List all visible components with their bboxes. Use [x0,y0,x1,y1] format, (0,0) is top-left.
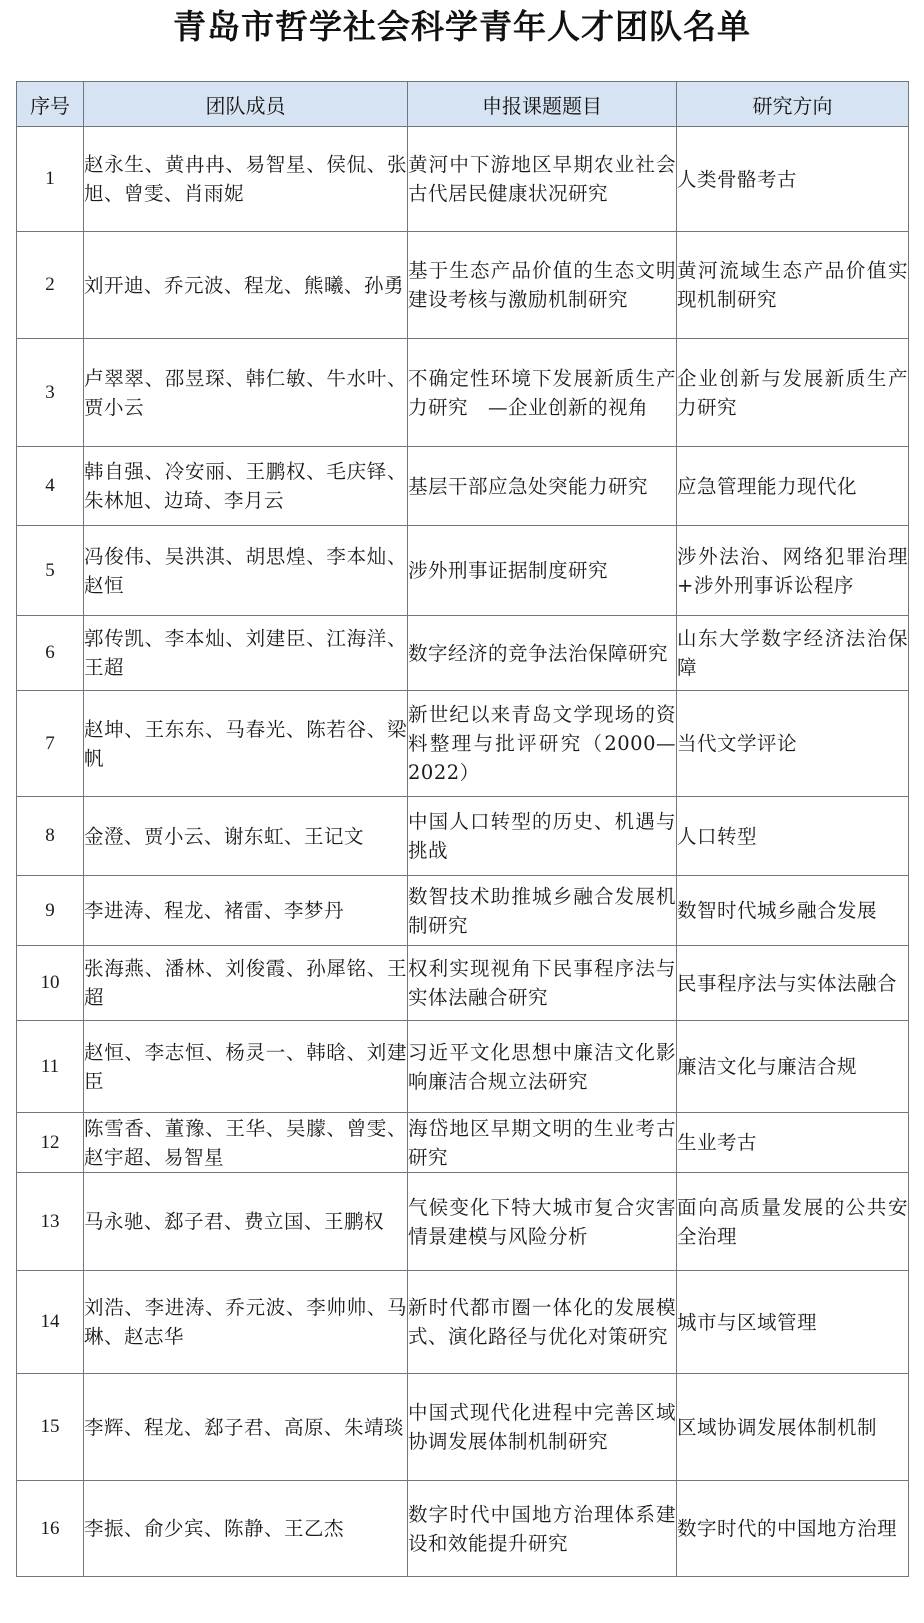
table-row [17,691,909,797]
cell-direction: 山东大学数字经济法治保障 [677,616,909,691]
cell-topic: 权利实现视角下民事程序法与实体法融合研究 [408,946,677,1021]
cell-direction: 民事程序法与实体法融合 [677,946,909,1021]
cell-members: 张海燕、潘林、刘俊霞、孙犀铭、王超 [84,946,408,1021]
cell-direction: 生业考古 [677,1113,909,1173]
cell-no: 12 [17,1113,84,1173]
cell-members: 李辉、程龙、郄子君、高原、朱靖琰 [84,1374,408,1481]
cell-topic: 数字经济的竞争法治保障研究 [408,616,677,691]
cell-no: 13 [17,1173,84,1271]
cell-direction: 企业创新与发展新质生产力研究 [677,339,909,447]
table-row [17,1374,909,1481]
cell-topic: 数字时代中国地方治理体系建设和效能提升研究 [408,1481,677,1577]
table-row [17,1021,909,1113]
cell-no: 2 [17,232,84,339]
cell-members: 刘浩、李进涛、乔元波、李帅帅、马琳、赵志华 [84,1271,408,1374]
cell-members: 刘开迪、乔元波、程龙、熊曦、孙勇 [84,232,408,339]
table-header [17,82,909,127]
cell-no: 16 [17,1481,84,1577]
cell-members: 李振、俞少宾、陈静、王乙杰 [84,1481,408,1577]
cell-no: 14 [17,1271,84,1374]
cell-members: 郭传凯、李本灿、刘建臣、江海洋、王超 [84,616,408,691]
table-row [17,797,909,876]
cell-direction: 黄河流域生态产品价值实现机制研究 [677,232,909,339]
cell-members: 韩自强、冷安丽、王鹏权、毛庆铎、朱林旭、边琦、李月云 [84,447,408,526]
cell-topic: 基层干部应急处突能力研究 [408,447,677,526]
cell-no: 11 [17,1021,84,1113]
table-row [17,616,909,691]
cell-no: 9 [17,876,84,946]
cell-no: 5 [17,526,84,616]
cell-topic: 气候变化下特大城市复合灾害情景建模与风险分析 [408,1173,677,1271]
table-row [17,127,909,232]
cell-topic: 新时代都市圈一体化的发展模式、演化路径与优化对策研究 [408,1271,677,1374]
cell-no: 3 [17,339,84,447]
cell-direction: 区域协调发展体制机制 [677,1374,909,1481]
table-row [17,526,909,616]
cell-direction: 数智时代城乡融合发展 [677,876,909,946]
cell-topic: 新世纪以来青岛文学现场的资料整理与批评研究（2000—2022） [408,691,677,797]
table-row [17,232,909,339]
page-title: 青岛市哲学社会科学青年人才团队名单 [173,7,751,46]
cell-members: 卢翠翠、邵昱琛、韩仁敏、牛水叶、贾小云 [84,339,408,447]
cell-direction: 人口转型 [677,797,909,876]
cell-topic: 习近平文化思想中廉洁文化影响廉洁合规立法研究 [408,1021,677,1113]
table-row [17,1271,909,1374]
cell-topic: 中国式现代化进程中完善区域协调发展体制机制研究 [408,1374,677,1481]
table-row [17,1173,909,1271]
cell-direction: 数字时代的中国地方治理 [677,1481,909,1577]
talent-team-table [16,81,909,1577]
table-row [17,447,909,526]
table-row [17,876,909,946]
cell-topic: 黄河中下游地区早期农业社会古代居民健康状况研究 [408,127,677,232]
cell-members: 赵永生、黄冉冉、易智星、侯侃、张旭、曾雯、肖雨妮 [84,127,408,232]
table-body [17,127,909,1577]
cell-members: 赵恒、李志恒、杨灵一、韩晗、刘建臣 [84,1021,408,1113]
cell-members: 李进涛、程龙、褚雷、李梦丹 [84,876,408,946]
cell-topic: 海岱地区早期文明的生业考古研究 [408,1113,677,1173]
cell-direction: 涉外法治、网络犯罪治理+涉外刑事诉讼程序 [677,526,909,616]
cell-no: 6 [17,616,84,691]
cell-topic: 数智技术助推城乡融合发展机制研究 [408,876,677,946]
col-header-members: 团队成员 [84,82,408,127]
table-row [17,1481,909,1577]
cell-no: 15 [17,1374,84,1481]
cell-topic: 基于生态产品价值的生态文明建设考核与激励机制研究 [408,232,677,339]
cell-direction: 当代文学评论 [677,691,909,797]
cell-no: 10 [17,946,84,1021]
table-row [17,1113,909,1173]
cell-no: 8 [17,797,84,876]
cell-topic: 涉外刑事证据制度研究 [408,526,677,616]
cell-direction: 应急管理能力现代化 [677,447,909,526]
cell-no: 1 [17,127,84,232]
cell-topic: 中国人口转型的历史、机遇与挑战 [408,797,677,876]
cell-members: 马永驰、郄子君、费立国、王鹏权 [84,1173,408,1271]
header-row [17,82,909,127]
col-header-no: 序号 [17,82,84,127]
table-row [17,946,909,1021]
col-header-topic: 申报课题题目 [408,82,677,127]
cell-no: 4 [17,447,84,526]
cell-direction: 廉洁文化与廉洁合规 [677,1021,909,1113]
cell-members: 金澄、贾小云、谢东虹、王记文 [84,797,408,876]
cell-members: 冯俊伟、吴洪淇、胡思煌、李本灿、赵恒 [84,526,408,616]
cell-members: 陈雪香、董豫、王华、吴朦、曾雯、赵宇超、易智星 [84,1113,408,1173]
table-row [17,339,909,447]
cell-direction: 人类骨骼考古 [677,127,909,232]
cell-direction: 城市与区域管理 [677,1271,909,1374]
cell-direction: 面向高质量发展的公共安全治理 [677,1173,909,1271]
cell-no: 7 [17,691,84,797]
cell-topic: 不确定性环境下发展新质生产力研究 —企业创新的视角 [408,339,677,447]
cell-members: 赵坤、王东东、马春光、陈若谷、梁帆 [84,691,408,797]
col-header-direction: 研究方向 [677,82,909,127]
